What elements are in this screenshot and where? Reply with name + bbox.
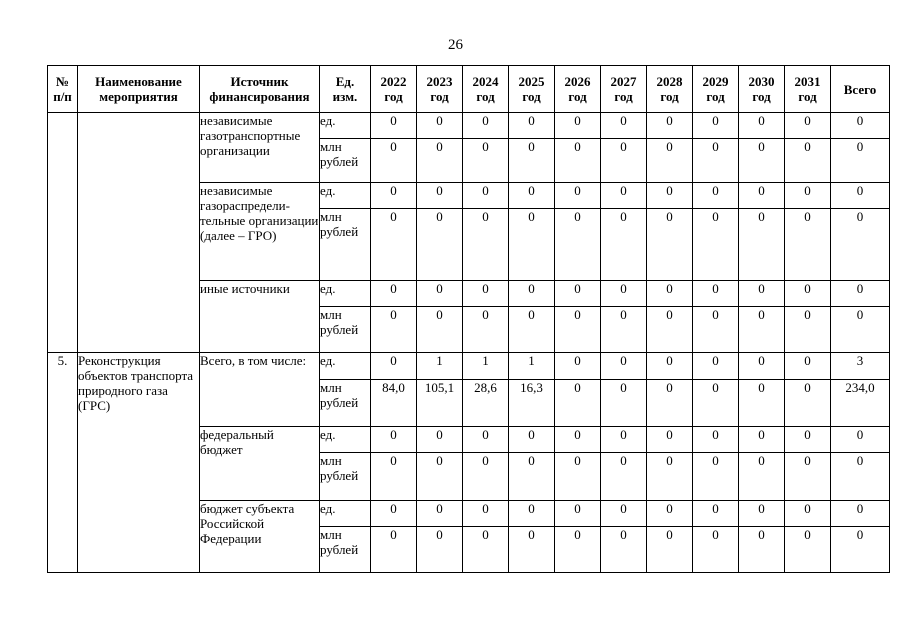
year-value: 0 xyxy=(601,427,647,453)
header-year: 2027 год xyxy=(601,66,647,113)
header-year: 2024 год xyxy=(463,66,509,113)
header-year: 2025 год xyxy=(509,66,555,113)
year-value: 0 xyxy=(693,209,739,281)
year-value: 0 xyxy=(555,183,601,209)
header-num: № п/п xyxy=(48,66,78,113)
total-value: 0 xyxy=(831,427,890,453)
year-value: 0 xyxy=(463,281,509,307)
year-value: 0 xyxy=(509,113,555,139)
year-value: 0 xyxy=(417,307,463,353)
header-year: 2028 год xyxy=(647,66,693,113)
year-value: 0 xyxy=(371,183,417,209)
funding-source: федеральный бюджет xyxy=(200,427,320,501)
year-value: 0 xyxy=(693,427,739,453)
total-value: 3 xyxy=(831,353,890,380)
year-value: 0 xyxy=(601,527,647,573)
year-value: 0 xyxy=(647,527,693,573)
year-value: 0 xyxy=(601,353,647,380)
row-number: 5. xyxy=(48,353,78,573)
year-value: 0 xyxy=(739,307,785,353)
row-number xyxy=(48,113,78,353)
year-value: 0 xyxy=(647,353,693,380)
year-value: 0 xyxy=(785,183,831,209)
year-value: 0 xyxy=(417,453,463,501)
total-value: 234,0 xyxy=(831,380,890,427)
year-value: 0 xyxy=(739,113,785,139)
year-value: 0 xyxy=(509,527,555,573)
year-value: 0 xyxy=(647,453,693,501)
year-value: 0 xyxy=(463,139,509,183)
unit-cell: млн рублей xyxy=(320,139,371,183)
year-value: 0 xyxy=(693,183,739,209)
table-row xyxy=(48,353,890,380)
header-name: Наименование мероприятия xyxy=(78,66,200,113)
year-value: 0 xyxy=(509,183,555,209)
year-value: 0 xyxy=(601,139,647,183)
total-value: 0 xyxy=(831,453,890,501)
year-value: 0 xyxy=(785,353,831,380)
year-value: 0 xyxy=(509,453,555,501)
year-value: 0 xyxy=(601,501,647,527)
year-value: 0 xyxy=(785,527,831,573)
funding-source: независимые газотранспортные организации xyxy=(200,113,320,183)
year-value: 0 xyxy=(555,353,601,380)
year-value: 0 xyxy=(555,453,601,501)
year-value: 0 xyxy=(509,209,555,281)
year-value: 0 xyxy=(509,307,555,353)
year-value: 0 xyxy=(555,427,601,453)
unit-cell: ед. xyxy=(320,281,371,307)
header-year: 2026 год xyxy=(555,66,601,113)
year-value: 0 xyxy=(693,453,739,501)
total-value: 0 xyxy=(831,183,890,209)
year-value: 0 xyxy=(555,307,601,353)
header-year: 2023 год xyxy=(417,66,463,113)
year-value: 0 xyxy=(371,139,417,183)
year-value: 0 xyxy=(647,209,693,281)
year-value: 0 xyxy=(601,453,647,501)
year-value: 0 xyxy=(647,307,693,353)
year-value: 0 xyxy=(739,183,785,209)
total-value: 0 xyxy=(831,113,890,139)
year-value: 0 xyxy=(601,183,647,209)
year-value: 0 xyxy=(371,501,417,527)
year-value: 0 xyxy=(417,183,463,209)
header-year: 2029 год xyxy=(693,66,739,113)
unit-cell: ед. xyxy=(320,183,371,209)
year-value: 0 xyxy=(509,501,555,527)
year-value: 0 xyxy=(555,113,601,139)
header-total: Всего xyxy=(831,66,890,113)
year-value: 0 xyxy=(509,139,555,183)
year-value: 0 xyxy=(463,209,509,281)
funding-source: независимые газораспредели-тельные организации (далее – ГРО) xyxy=(200,183,320,281)
year-value: 0 xyxy=(371,281,417,307)
year-value: 28,6 xyxy=(463,380,509,427)
year-value: 0 xyxy=(371,453,417,501)
year-value: 0 xyxy=(785,281,831,307)
year-value: 0 xyxy=(785,307,831,353)
year-value: 0 xyxy=(371,353,417,380)
year-value: 0 xyxy=(463,427,509,453)
unit-cell: ед. xyxy=(320,501,371,527)
unit-cell: ед. xyxy=(320,113,371,139)
total-value: 0 xyxy=(831,139,890,183)
measure-name xyxy=(78,113,200,353)
year-value: 0 xyxy=(739,501,785,527)
unit-cell: ед. xyxy=(320,427,371,453)
year-value: 0 xyxy=(785,453,831,501)
year-value: 0 xyxy=(371,527,417,573)
year-value: 16,3 xyxy=(509,380,555,427)
year-value: 0 xyxy=(601,209,647,281)
year-value: 105,1 xyxy=(417,380,463,427)
year-value: 0 xyxy=(785,209,831,281)
year-value: 0 xyxy=(371,307,417,353)
year-value: 0 xyxy=(739,353,785,380)
year-value: 0 xyxy=(693,281,739,307)
year-value: 0 xyxy=(417,501,463,527)
year-value: 0 xyxy=(739,427,785,453)
year-value: 0 xyxy=(693,353,739,380)
year-value: 1 xyxy=(509,353,555,380)
year-value: 0 xyxy=(463,527,509,573)
header-year: 2030 год xyxy=(739,66,785,113)
unit-cell: ед. xyxy=(320,353,371,380)
year-value: 0 xyxy=(417,281,463,307)
year-value: 0 xyxy=(417,113,463,139)
year-value: 0 xyxy=(463,113,509,139)
page-number: 26 xyxy=(448,37,463,53)
year-value: 0 xyxy=(647,380,693,427)
year-value: 0 xyxy=(601,281,647,307)
year-value: 1 xyxy=(463,353,509,380)
unit-cell: млн рублей xyxy=(320,209,371,281)
year-value: 0 xyxy=(785,380,831,427)
year-value: 0 xyxy=(647,281,693,307)
total-value: 0 xyxy=(831,281,890,307)
total-value: 0 xyxy=(831,527,890,573)
header-year: 2031 год xyxy=(785,66,831,113)
year-value: 0 xyxy=(785,139,831,183)
total-value: 0 xyxy=(831,501,890,527)
year-value: 0 xyxy=(739,139,785,183)
year-value: 0 xyxy=(463,183,509,209)
header-source: Источник финансирования xyxy=(200,66,320,113)
year-value: 0 xyxy=(739,527,785,573)
year-value: 0 xyxy=(739,209,785,281)
year-value: 0 xyxy=(647,501,693,527)
unit-cell: млн рублей xyxy=(320,453,371,501)
year-value: 0 xyxy=(417,427,463,453)
year-value: 0 xyxy=(693,380,739,427)
year-value: 0 xyxy=(417,527,463,573)
year-value: 0 xyxy=(371,209,417,281)
year-value: 0 xyxy=(739,453,785,501)
year-value: 0 xyxy=(693,527,739,573)
year-value: 0 xyxy=(417,209,463,281)
year-value: 0 xyxy=(371,427,417,453)
year-value: 0 xyxy=(739,281,785,307)
measure-name: Реконструкция объектов транспорта природного газа (ГРС) xyxy=(78,353,200,573)
year-value: 0 xyxy=(555,139,601,183)
year-value: 0 xyxy=(693,501,739,527)
header-year: 2022 год xyxy=(371,66,417,113)
year-value: 0 xyxy=(785,113,831,139)
year-value: 0 xyxy=(509,427,555,453)
year-value: 0 xyxy=(555,380,601,427)
unit-cell: млн рублей xyxy=(320,380,371,427)
funding-table xyxy=(47,65,890,573)
year-value: 0 xyxy=(739,380,785,427)
table-row xyxy=(48,113,890,139)
year-value: 0 xyxy=(555,209,601,281)
year-value: 0 xyxy=(463,501,509,527)
year-value: 1 xyxy=(417,353,463,380)
header-unit: Ед. изм. xyxy=(320,66,371,113)
year-value: 84,0 xyxy=(371,380,417,427)
unit-cell: млн рублей xyxy=(320,527,371,573)
table-header-row xyxy=(48,66,890,113)
year-value: 0 xyxy=(693,139,739,183)
year-value: 0 xyxy=(417,139,463,183)
year-value: 0 xyxy=(647,139,693,183)
year-value: 0 xyxy=(555,501,601,527)
year-value: 0 xyxy=(601,380,647,427)
unit-cell: млн рублей xyxy=(320,307,371,353)
year-value: 0 xyxy=(601,307,647,353)
total-value: 0 xyxy=(831,209,890,281)
year-value: 0 xyxy=(463,307,509,353)
funding-source: Всего, в том числе: xyxy=(200,353,320,427)
year-value: 0 xyxy=(785,427,831,453)
total-value: 0 xyxy=(831,307,890,353)
year-value: 0 xyxy=(463,453,509,501)
year-value: 0 xyxy=(601,113,647,139)
year-value: 0 xyxy=(647,183,693,209)
funding-source: бюджет субъекта Российской Федерации xyxy=(200,501,320,573)
year-value: 0 xyxy=(647,113,693,139)
year-value: 0 xyxy=(371,113,417,139)
year-value: 0 xyxy=(693,307,739,353)
year-value: 0 xyxy=(555,527,601,573)
year-value: 0 xyxy=(555,281,601,307)
year-value: 0 xyxy=(785,501,831,527)
year-value: 0 xyxy=(509,281,555,307)
funding-source: иные источники xyxy=(200,281,320,353)
year-value: 0 xyxy=(647,427,693,453)
year-value: 0 xyxy=(693,113,739,139)
